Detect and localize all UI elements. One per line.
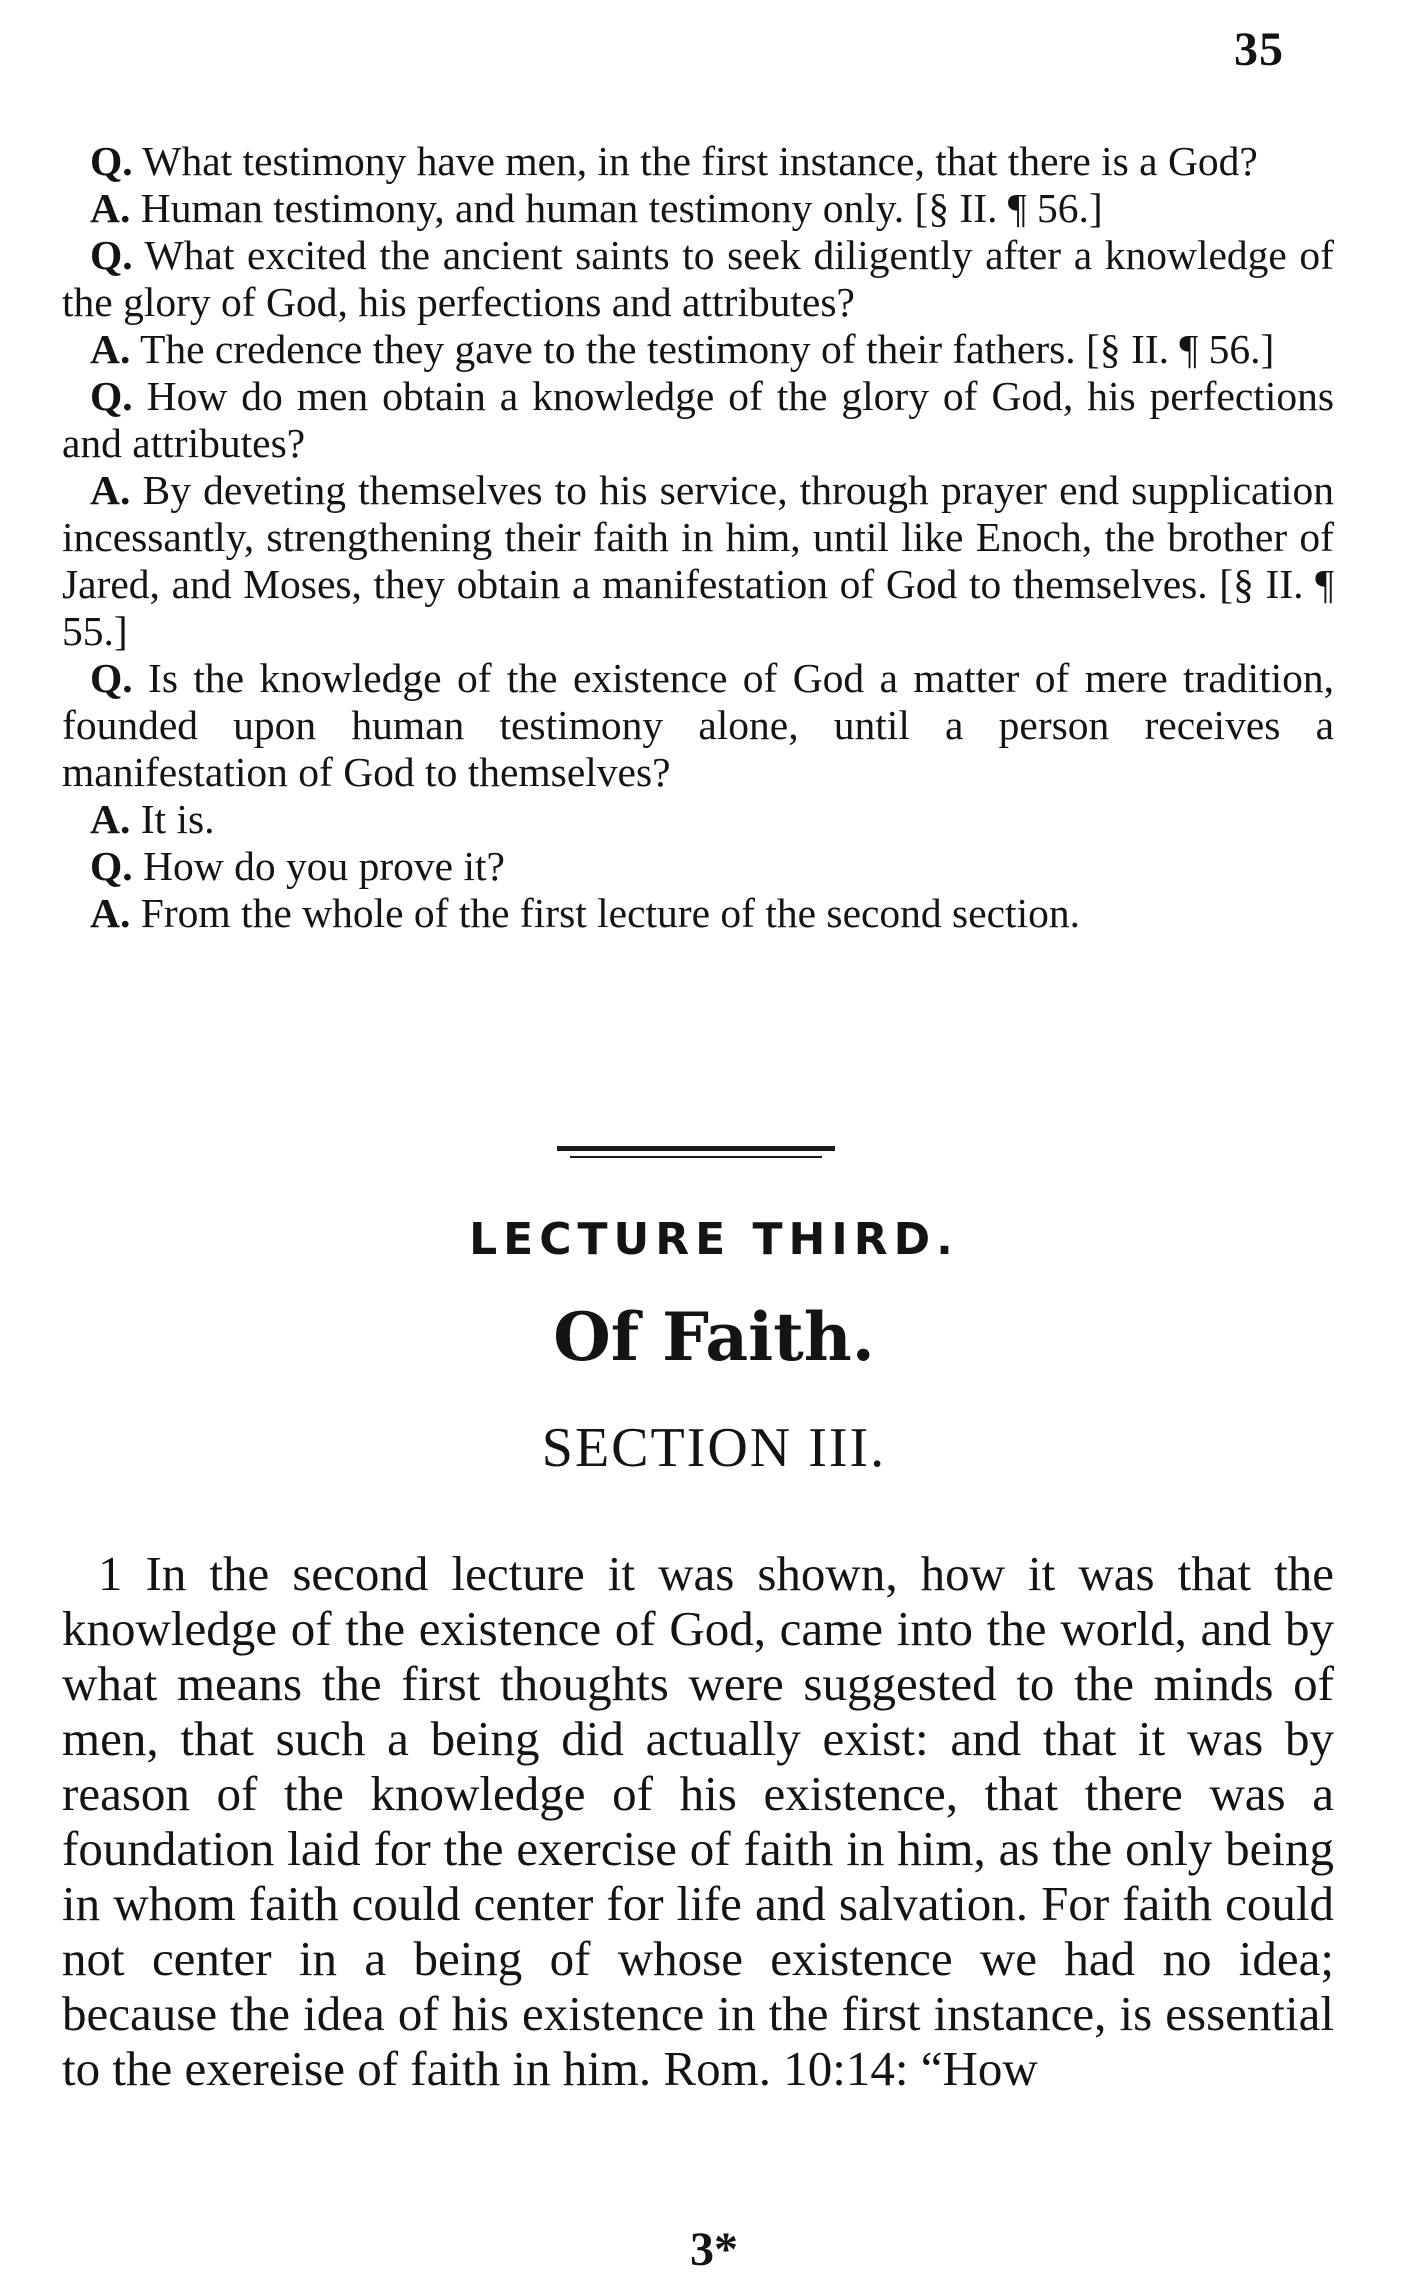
- qa-text: What testimony have men, in the first instance, that there is a God?: [142, 138, 1258, 184]
- question-answer-list: [62, 138, 1334, 937]
- qa-label: Q.: [90, 232, 133, 278]
- qa-label: Q.: [90, 373, 133, 419]
- qa-label: Q.: [90, 655, 133, 701]
- qa-text: How do you prove it?: [143, 843, 505, 889]
- qa-text: What excited the ancient saints to seek diligently after a knowledge of the glory of God, his perfections and attributes?: [62, 232, 1334, 325]
- body-paragraph: 1 In the second lecture it was shown, how it was that the knowledge of the existence of God, came into the world, and by what means the first thoughts were suggested to the minds of men, that such a being did actually exist: and that it was by reason of the knowledge of his existence, that there was a foundation laid for the exercise of faith in him, as the only being in whom faith could center for life and salvation. For faith could not center in a being of whose existence we had no idea; because the idea of his existence in the first instance, is essential to the exereise of faith in him. Rom. 10:14: “How: [62, 1546, 1334, 2096]
- qa-label: Q.: [90, 138, 133, 184]
- qa-text: How do men obtain a knowledge of the glory of God, his perfections and attributes?: [62, 373, 1334, 466]
- qa-text: Human testimony, and human testimony only. [§ II. ¶ 56.]: [140, 185, 1103, 231]
- qa-label: A.: [90, 326, 131, 372]
- qa-item: [62, 232, 1334, 326]
- qa-text: Is the knowledge of the existence of God a matter of mere tradition, founded upon human testimony alone, until a person receives a manifestation of God to themselves?: [62, 655, 1335, 795]
- qa-item: [62, 890, 1334, 937]
- qa-item: [62, 843, 1334, 890]
- qa-label: A.: [90, 890, 131, 936]
- qa-label: A.: [90, 796, 131, 842]
- section-heading: SECTION III.: [541, 1417, 887, 1479]
- section-divider: [557, 1146, 835, 1151]
- qa-text: It is.: [140, 796, 215, 842]
- lecture-title: Of Faith.: [553, 1298, 875, 1376]
- qa-text: From the whole of the first lecture of the second section.: [140, 890, 1080, 936]
- lecture-heading: LECTURE THIRD.: [469, 1214, 959, 1265]
- qa-item: [62, 467, 1334, 655]
- qa-item: [62, 373, 1334, 467]
- qa-label: A.: [90, 467, 131, 513]
- qa-label: Q.: [90, 843, 133, 889]
- qa-item: [62, 796, 1334, 843]
- qa-item: [62, 655, 1334, 796]
- qa-text: The credence they gave to the testimony of their fathers. [§ II. ¶ 56.]: [140, 326, 1275, 372]
- qa-item: [62, 185, 1334, 232]
- signature-mark: 3*: [690, 2223, 738, 2276]
- qa-item: [62, 138, 1334, 185]
- section-divider-thin: [570, 1156, 822, 1158]
- qa-label: A.: [90, 185, 131, 231]
- qa-item: [62, 326, 1334, 373]
- page-number: 35: [1234, 23, 1284, 76]
- qa-text: By deveting themselves to his service, through prayer end supplication incessantly, strengthening their faith in him, until like Enoch, the brother of Jared, and Moses, they obtain a manifestation of God to themselves. [§ II. ¶ 55.]: [62, 467, 1335, 654]
